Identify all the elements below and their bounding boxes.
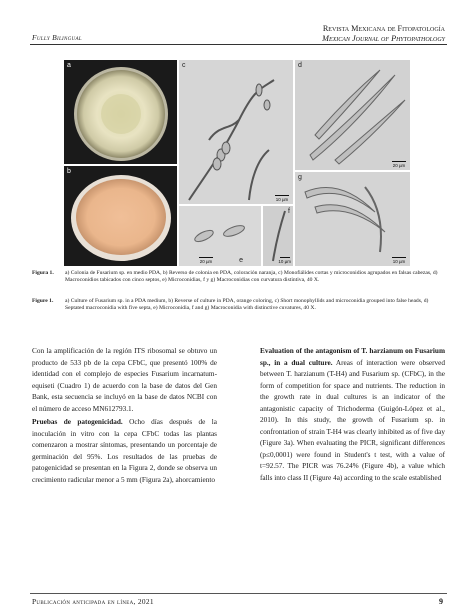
panel-c-label: c xyxy=(182,62,186,69)
footer-rule xyxy=(30,593,447,594)
journal-name-en: Mexican Journal of Phytopathology xyxy=(322,34,445,43)
panel-e xyxy=(179,206,261,266)
left-paragraph-2 xyxy=(32,417,217,486)
section-heading-antagonism: Evaluation of the antagonism of T. harzianum on Fusarium sp., in a dual culture. xyxy=(260,347,445,367)
right-column-english xyxy=(260,346,445,487)
caption-en-text: a) Culture of Fusarium sp. in a PDA medium, b) Reverse of culture in PDA, orange coloring, c) Short monophyllids and microconidia grouped into false heads, d) Septated macroconidia with five septa, e) Microconidia, f and g) Macroconidia with distinctive cuvatures, 40 X. xyxy=(65,298,429,312)
right-paragraph-1 xyxy=(260,346,445,485)
journal-name-es: Revista Mexicana de Fitopatología xyxy=(322,24,445,33)
panel-d xyxy=(295,60,410,170)
panel-g-scale: 10 µm xyxy=(392,257,406,265)
running-head-left: Fully Bilingual xyxy=(32,33,82,42)
left-column-spanish xyxy=(32,346,217,489)
panel-f-scale: 10 µm xyxy=(278,257,291,265)
caption-en-label: Figure 1. xyxy=(32,298,54,304)
microconidia-image xyxy=(179,206,261,266)
panel-a xyxy=(64,60,177,164)
panel-f-label: f xyxy=(288,208,290,215)
figure-caption-en xyxy=(32,298,444,313)
macroconidia-g-image xyxy=(295,172,410,266)
colony-top-image xyxy=(64,60,177,164)
panel-c xyxy=(179,60,293,204)
panel-a-label: a xyxy=(67,62,71,69)
panel-e-scale: 20 µm xyxy=(199,257,213,265)
page-number: 9 xyxy=(439,597,443,606)
macroconidia-image xyxy=(295,60,410,170)
figure-1 xyxy=(64,60,410,266)
right-paragraph-1-body: Areas of interaction were observed between T. harzianum (T-H4) and Fusarium sp. (CFbC), in the form of competition for space and nutrients. The reduction in the growth rate in dual cultures is an indicator of the antagonistic capacity of Trichoderma (Guigón-López et al., 2010). In this study, the growth of Fusarium sp. in confrontation of strain T-H4 was clearly inhibited as of five day (Figure 3a). When evaluating the PICR, significant differences (p≤0,0001) were found in Student's t test, with a value of t=92.57. The PICR was 76.24% (Figure 4b), a value which falls into class II (Figure 4a) according to the scale established xyxy=(260,358,445,483)
panel-b xyxy=(64,166,177,266)
caption-es-text: a) Colonia de Fusarium sp. en medio PDA, b) Reverso de colonia en PDA, coloración naranja, c) Monofiálides cortas y microconidios agrupados en falsas cabezas, d) Macroconidios tabicados con cinco septos, e) Microconidias, f y g) Macroconidias con curvatura distintiva, 40 X. xyxy=(65,270,438,284)
panel-d-label: d xyxy=(298,62,302,69)
panel-d-scale: 20 µm xyxy=(392,161,406,169)
panel-g-label: g xyxy=(298,174,302,181)
monophialides-image xyxy=(179,60,293,204)
panel-g xyxy=(295,172,410,266)
caption-es-label: Figura 1. xyxy=(32,270,54,276)
left-paragraph-2-body: Ocho días después de la inoculación in vitro con la cepa CFbC todas las plantas comenzaron a mostrar síntomas, presentando un porcentaje de germinación del 95%. Los resultados de las pruebas de patogenicidad se presentan en la Figura 2, donde se observa un crecimiento radicular menor a 5 mm (Figura 2a), ahorcamiento xyxy=(32,418,217,485)
figure-caption-es xyxy=(32,270,444,285)
footer-publication-note: Publicación anticipada en línea, 2021 xyxy=(32,597,154,606)
colony-reverse-image xyxy=(64,166,177,266)
panel-c-scale: 10 µm xyxy=(275,195,289,203)
panel-f xyxy=(263,206,293,266)
header-rule xyxy=(30,44,447,45)
panel-e-label: e xyxy=(239,257,243,264)
section-heading-pathogenicity: Pruebas de patogenicidad. xyxy=(32,418,123,427)
panel-b-label: b xyxy=(67,168,71,175)
running-head-right xyxy=(322,24,445,44)
left-paragraph-1: Con la amplificación de la región ITS ribosomal se obtuvo un producto de 533 pb de la cepa CFbC, que presentó 100% de identidad con el complejo de especies Fusarium incarnatum-equiseti (Cuadro 1) de acuerdo con la base de datos del Gen Bank, esta secuencia se incluyó en la base de datos NCBI con el número de acceso MN612793.1. xyxy=(32,347,217,413)
